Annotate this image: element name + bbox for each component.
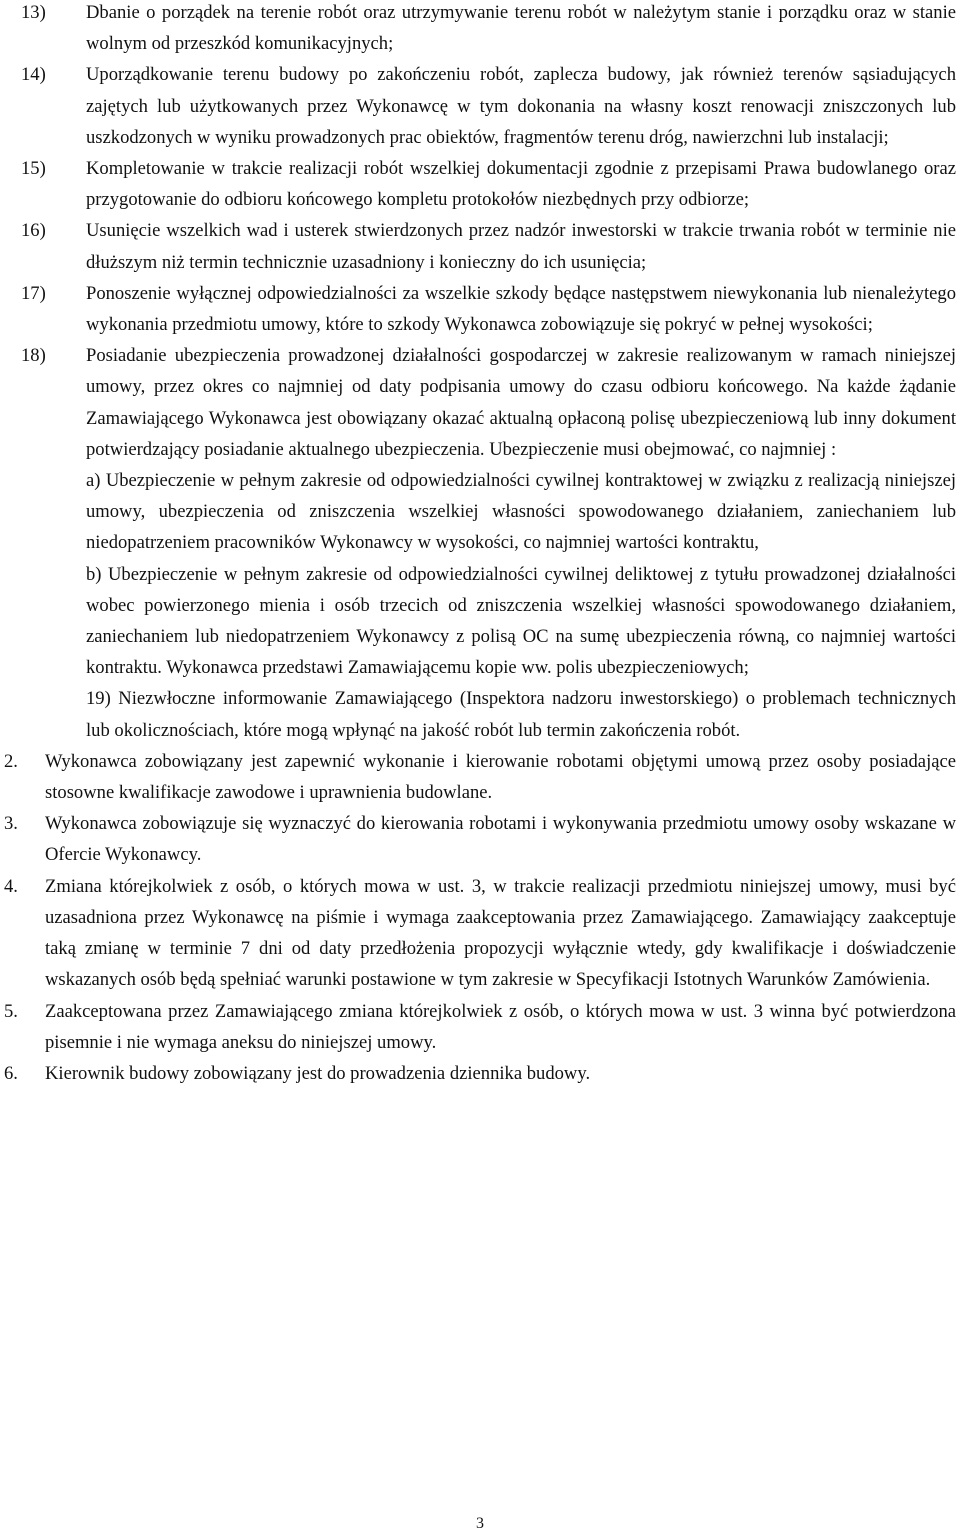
section-text: Kierownik budowy zobowiązany jest do prowadzenia dziennika budowy. (45, 1062, 591, 1084)
list-item-16 (0, 215, 956, 277)
list-item-14 (0, 59, 956, 153)
section-number: 2. (4, 750, 18, 772)
subitem-text: b) Ubezpieczenie w pełnym zakresie od odpowiedzialności cywilnej deliktowej z tytułu prowadzonej działalności wobec powierzonego mienia i osób trzecich od zniszczenia wszelkiej własności spowodowanego działaniem, zaniechaniem lub niedopatrzeniem Wykonawcy z polisą OC na sumę ubezpieczenia równą, co najmniej wartości kontraktu. Wykonawca przedstawi Zamawiającemu kopie ww. polis ubezpieczeniowych; (86, 563, 956, 679)
list-subitem-a (0, 465, 956, 559)
item-text: Ponoszenie wyłącznej odpowiedzialności za wszelkie szkody będące następstwem niewykonania lub nienależytego wykonania przedmiotu umowy, które to szkody Wykonawca zobowiązuje się pokryć w pełnej wysokości; (86, 282, 956, 336)
item-text: Usunięcie wszelkich wad i usterek stwierdzonych przez nadzór inwestorski w trakcie trwania robót w terminie nie dłuższym niż termin technicznie uzasadniony i konieczny do ich usunięcia; (86, 220, 956, 273)
item-number: 13) (21, 2, 46, 23)
section-text: Wykonawca zobowiązuje się wyznaczyć do kierowania robotami i wykonywania przedmiotu umowy osoby wskazane w Ofercie Wykonawcy. (45, 813, 956, 866)
subitem-text: a) Ubezpieczenie w pełnym zakresie od odpowiedzialności cywilnej kontraktowej w związku z realizacją niniejszej umowy, ubezpieczenia od zniszczenia wszelkiej własności spowodowanego działaniem, zaniechaniem lub niedopatrzeniem pracowników Wykonawcy w wysokości, co najmniej wartości kontraktu, (86, 470, 956, 554)
section-item-5 (0, 996, 956, 1058)
section-number: 6. (4, 1062, 18, 1084)
item-number: 16) (21, 220, 46, 242)
list-item-18 (0, 340, 956, 465)
section-number: 3. (4, 813, 18, 835)
section-item-6 (0, 1058, 956, 1089)
section-text: Wykonawca zobowiązany jest zapewnić wykonanie i kierowanie robotami objętymi umową przez osoby posiadające stosowne kwalifikacje zawodowe i uprawnienia budowlane. (45, 750, 956, 804)
item-number: 14) (21, 64, 46, 86)
list-item-17 (0, 278, 956, 340)
item-text: Dbanie o porządek na terenie robót oraz utrzymywanie terenu robót w należytym stanie i porządku oraz w stanie wolnym od przeszkód komunikacyjnych; (86, 2, 956, 55)
list-item-13 (0, 0, 956, 59)
section-number: 4. (4, 875, 18, 897)
list-item-15 (0, 153, 956, 215)
item-text: Kompletowanie w trakcie realizacji robót wszelkiej dokumentacji zgodnie z przepisami Prawa budowlanego oraz przygotowanie do odbioru końcowego kompletu protokołów niezbędnych przy odbiorze; (86, 158, 956, 211)
section-item-4 (0, 871, 956, 996)
item-text: Posiadanie ubezpieczenia prowadzonej działalności gospodarczej w zakresie realizowanym w ramach niniejszej umowy, przez okres co najmniej od daty podpisania umowy do czasu odbioru końcowego. Na każde żądanie Zamawiającego Wykonawca jest obowiązany okazać aktualną opłaconą polisę ubezpieczeniową lub inny dokument potwierdzający posiadanie aktualnego ubezpieczenia. Ubezpieczenie musi obejmować, co najmniej : (86, 345, 956, 460)
section-number: 5. (4, 1000, 18, 1022)
section-item-3 (0, 808, 956, 870)
item-number: 17) (21, 282, 46, 304)
item-number: 15) (21, 158, 46, 180)
item-text: 19) Niezwłoczne informowanie Zamawiającego (Inspektora nadzoru inwestorskiego) o problemach technicznych lub okolicznościach, które mogą wpłynąć na jakość robót lub termin zakończenia robót. (86, 688, 956, 741)
page-number: 3 (476, 1515, 484, 1532)
item-number: 18) (21, 345, 46, 367)
section-text: Zmiana którejkolwiek z osób, o których mowa w ust. 3, w trakcie realizacji przedmiotu niniejszej umowy, musi być uzasadniona przez Wykonawcę na piśmie i wymaga zaakceptowania przez Zamawiającego. Zamawiający zaakceptuje taką zmianę w terminie 7 dni od daty przedłożenia propozycji wyłącznie wtedy, gdy kwalifikacje i doświadczenie wskazanych osób będą spełniać warunki postawione w tym zakresie w Specyfikacji Istotnych Warunków Zamówienia. (45, 875, 956, 991)
item-text: Uporządkowanie terenu budowy po zakończeniu robót, zaplecza budowy, jak również terenów sąsiadujących zajętych lub użytkowanych przez Wykonawcę w tym dokonania na własny koszt renowacji zniszczonych lub uszkodzonych w wyniku prowadzonych prac obiektów, fragmentów terenu dróg, nawierzchni lub instalacji; (86, 64, 956, 148)
list-subitem-b (0, 559, 956, 684)
list-item-19 (0, 683, 956, 745)
section-item-2 (0, 746, 956, 808)
section-text: Zaakceptowana przez Zamawiającego zmiana którejkolwiek z osób, o których mowa w ust. 3 winna być potwierdzona pisemnie i nie wymaga aneksu do niniejszej umowy. (45, 1000, 956, 1053)
